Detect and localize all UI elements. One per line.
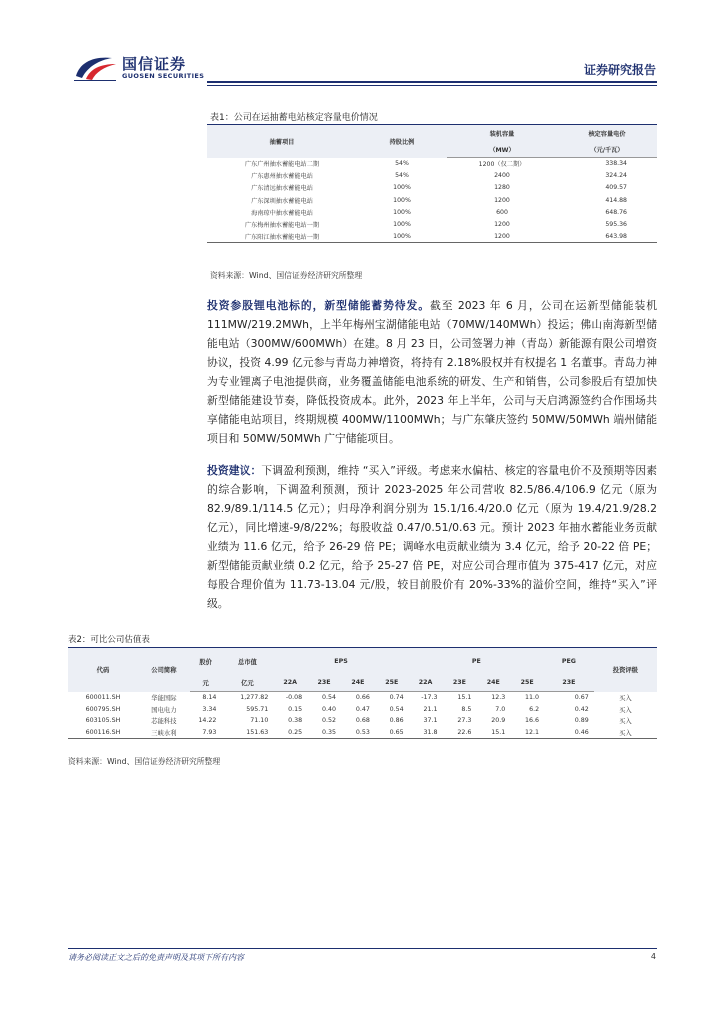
cell-capacity: 2400 — [494, 172, 510, 180]
cell-pe: 16.6 — [525, 717, 540, 725]
cell-pe: 12.1 — [510, 727, 544, 739]
table2-title: 表2：可比公司估值表 — [68, 635, 150, 645]
table1-title: 表1：公司在运抽蓄电站核定容量电价情况 — [210, 113, 378, 123]
cell-eps: 0.25 — [273, 727, 307, 739]
cell-name: 芯能科技 — [151, 718, 177, 726]
cell-pe: 12.3 — [491, 694, 506, 702]
logo-chinese-name: 国信证券 — [122, 55, 187, 73]
table-row — [207, 206, 657, 218]
paragraph-investment — [207, 461, 657, 613]
cell-eps: 0.53 — [341, 727, 375, 739]
footer-disclaimer: 请务必阅读正文之后的免责声明及其项下所有内容 — [68, 953, 244, 962]
cell-eps: 0.74 — [389, 694, 404, 702]
paragraph-lead: 投资参股锂电池标的，新型储能蓄势待发。 — [207, 299, 431, 312]
table-row — [68, 727, 657, 739]
cell-eps: 0.68 — [355, 717, 370, 725]
table-row — [207, 218, 657, 230]
header-price-unit: 元 — [190, 675, 222, 692]
cell-price: 8.14 — [202, 694, 217, 702]
header-eps-year: 24E — [341, 675, 375, 692]
header-eps-year: 22A — [273, 675, 307, 692]
cell-price: 7.93 — [190, 727, 222, 739]
cell-share: 100% — [393, 196, 411, 204]
cell-mcap: 595.71 — [246, 705, 269, 713]
cell-pe: 31.8 — [409, 727, 443, 739]
cell-price: 648.76 — [605, 208, 627, 216]
cell-capacity: 1280 — [494, 184, 510, 192]
cell-code: 600011.SH — [85, 693, 121, 701]
cell-pe: 27.3 — [457, 717, 472, 725]
table1-source: 资料来源：Wind、国信证券经济研究所整理 — [210, 271, 363, 280]
header-mcap-unit: 亿元 — [221, 675, 273, 692]
table-row — [68, 703, 657, 715]
table-row — [207, 158, 657, 170]
cell-mcap: 71.10 — [250, 717, 269, 725]
cell-project: 广东广州抽水蓄能电站二期 — [244, 161, 320, 169]
cell-eps: 0.47 — [355, 705, 370, 713]
cell-price: 324.24 — [605, 172, 627, 180]
header-share: 持股比例 — [357, 125, 447, 158]
cell-rating: 买入 — [619, 694, 632, 702]
cell-share: 100% — [393, 221, 411, 229]
cell-eps: 0.54 — [389, 705, 404, 713]
cell-code: 600795.SH — [85, 705, 121, 713]
header-price-unit: （元/千瓦） — [557, 143, 657, 158]
cell-price: 3.34 — [202, 705, 217, 713]
cell-rating: 买入 — [594, 727, 657, 739]
header-peg: PEG — [544, 648, 594, 675]
logo-english-name: GUOSEN SECURITIES — [122, 72, 205, 80]
header-price: 核定容量电价 — [557, 125, 657, 143]
cell-price: 643.98 — [557, 231, 657, 243]
cell-share: 54% — [395, 172, 409, 180]
table-row — [68, 692, 657, 704]
cell-share: 100% — [357, 231, 447, 243]
header-divider-thin — [207, 85, 657, 86]
cell-price: 338.34 — [605, 160, 627, 168]
pumped-storage-table — [207, 124, 657, 243]
cell-price: 595.36 — [605, 221, 627, 229]
cell-eps: 0.66 — [355, 694, 370, 702]
report-type: 证券研究报告 — [583, 63, 656, 77]
header-name: 公司简称 — [138, 648, 190, 692]
cell-code: 603105.SH — [85, 717, 121, 725]
cell-project: 广东阳江抽水蓄能电站一期 — [207, 231, 357, 243]
header-peg-year: 23E — [544, 675, 594, 692]
cell-capacity: 1200 — [494, 221, 510, 229]
cell-capacity: 1200 — [494, 196, 510, 204]
cell-rating: 买入 — [619, 706, 632, 714]
cell-eps: 0.40 — [321, 705, 337, 713]
cell-capacity: 1200 — [447, 231, 557, 243]
header-divider — [207, 81, 657, 83]
cell-mcap: 151.63 — [221, 727, 273, 739]
table-row — [68, 715, 657, 727]
cell-price: 409.57 — [605, 184, 627, 192]
cell-pe: 15.1 — [476, 727, 510, 739]
cell-name: 华能国际 — [151, 694, 177, 702]
cell-pe: 21.1 — [423, 705, 438, 713]
page-number: 4 — [650, 952, 656, 961]
cell-eps: 0.38 — [288, 717, 303, 725]
cell-eps: 0.86 — [389, 717, 404, 725]
cell-pe: 37.1 — [423, 717, 438, 725]
cell-pe: 8.5 — [461, 705, 472, 713]
cell-name: 国电电力 — [151, 706, 177, 714]
cell-peg: 0.46 — [544, 727, 594, 739]
cell-rating: 买入 — [619, 718, 632, 726]
cell-pe: 15.1 — [457, 694, 472, 702]
cell-pe: 7.0 — [495, 705, 506, 713]
company-logo — [72, 52, 205, 82]
header-rating: 投资评级 — [594, 648, 657, 692]
cell-project: 海南琼中抽水蓄能电站 — [251, 209, 313, 217]
cell-pe: 11.0 — [525, 694, 540, 702]
header-price: 股价 — [190, 648, 222, 675]
table-row — [207, 194, 657, 206]
cell-peg: 0.67 — [574, 694, 589, 702]
table-row — [207, 182, 657, 194]
header-eps-year: 25E — [375, 675, 409, 692]
cell-eps: 0.54 — [321, 694, 337, 702]
cell-peg: 0.89 — [574, 717, 589, 725]
paragraph-body: 下调盈利预测，维持 “买入”评级。考虑来水偏枯、核定的容量电价不及预期等因素的综合影响，下调盈利预测，预计 2023-2025 年公司营收 82.5/86.4/106.9 亿元（原为 82.9/89.1/114.5 亿元）；归母净利润分别为 15.1/16.4/20.0 亿元（原为 19.4/21.9/28.2 亿元），同比增速-9/8/22%；每股收益 0.47/0.51/0.63 元。预计 2023 年抽水蓄能业务贡献业绩为 11.6 亿元，给予 26-29 倍 PE；调峰水电贡献业绩为 3.4 亿元，给予 20-22 倍 PE；新型储能贡献业绩 0.2 亿元，给予 25-27 倍 PE，对应公司合理市值为 375-417 亿元，对应每股合理价值为 11.73-13.04 元/股，较目前股价有 20%-33%的溢价空间，维持“买入”评级。 — [207, 464, 657, 610]
header-project: 抽蓄项目 — [207, 125, 357, 158]
comparable-valuation-table — [68, 647, 657, 739]
header-mcap: 总市值 — [221, 648, 273, 675]
paragraph-body: 截至 2023 年 6 月，公司在运新型储能装机 111MW/219.2MWh，上半年梅州宝湖储能电站（70MW/140MWh）投运；佛山南海新型储能电站（300MW/600MWh）在建。8 月 23 日，公司签署力神（青岛）新能源有限公司增资协议，投资 4.99 亿元参与青岛力神增资，将持有 2.18%股权并有权提名 1 名董事。青岛力神为专业锂离子电池提供商，业务覆盖储能电池系统的研发、生产和销售，公司参股后有望加快新型储能建设节奏，降低投资成本。此外，2023 年上半年，公司与天启鸿源签约合作围场共享储能电站项目，终期规模 400MW/1100MWh；与广东肇庆签约 50MW/50MWh 端州储能项目和 50MW/50MWh 广宁储能项目。 — [207, 299, 658, 445]
cell-mcap: 1,277.82 — [240, 694, 269, 702]
cell-pe: -17.3 — [421, 694, 438, 702]
cell-name: 三峡水利 — [138, 727, 190, 739]
cell-eps: 0.35 — [307, 727, 341, 739]
cell-share: 100% — [393, 208, 411, 216]
cell-price: 14.22 — [198, 717, 217, 725]
cell-share: 100% — [393, 184, 411, 192]
footer-divider — [68, 948, 657, 949]
cell-eps: 0.15 — [288, 705, 303, 713]
guosen-logo-icon — [72, 52, 118, 82]
cell-project: 广东深圳抽水蓄能电站 — [251, 197, 313, 205]
header-pe: PE — [409, 648, 544, 675]
cell-project: 广东梅州抽水蓄能电站一期 — [244, 222, 320, 230]
cell-peg: 0.42 — [574, 705, 589, 713]
table2-source: 资料来源：Wind、国信证券经济研究所整理 — [68, 757, 221, 766]
cell-pe: 20.9 — [491, 717, 506, 725]
header-pe-year: 22A — [409, 675, 443, 692]
header-pe-year: 24E — [476, 675, 510, 692]
cell-price: 414.88 — [605, 196, 627, 204]
cell-eps: 0.65 — [375, 727, 409, 739]
cell-capacity: 1200（仅二期） — [478, 161, 526, 169]
header-eps-year: 23E — [307, 675, 341, 692]
table-row — [207, 231, 657, 243]
header-pe-year: 25E — [510, 675, 544, 692]
paragraph-lead: 投资建议： — [207, 464, 262, 477]
header-code: 代码 — [68, 648, 138, 692]
cell-capacity: 600 — [496, 208, 508, 216]
cell-project: 广东清远抽水蓄能电站 — [251, 185, 313, 193]
paragraph-storage — [207, 296, 657, 448]
header-capacity: 装机容量 — [447, 125, 557, 143]
cell-project: 广东惠州抽水蓄能电站 — [251, 173, 313, 181]
page-header — [0, 0, 724, 95]
header-eps: EPS — [273, 648, 408, 675]
header-pe-year: 23E — [443, 675, 477, 692]
cell-eps: -0.08 — [285, 694, 303, 702]
cell-code: 600116.SH — [68, 727, 138, 739]
cell-eps: 0.52 — [321, 717, 337, 725]
cell-pe: 6.2 — [529, 705, 540, 713]
table-row — [207, 170, 657, 182]
cell-share: 54% — [395, 160, 409, 168]
cell-pe: 22.6 — [443, 727, 477, 739]
header-capacity-unit: （MW） — [447, 143, 557, 158]
